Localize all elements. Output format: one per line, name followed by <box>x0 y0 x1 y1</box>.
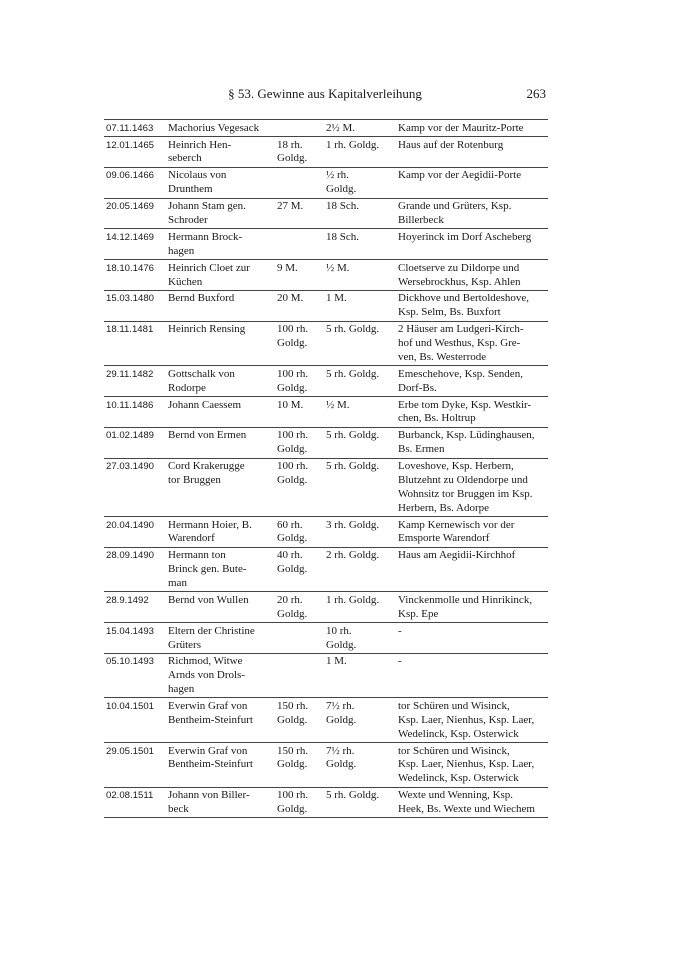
lender-cell: Nicolaus von Drunthem <box>168 169 227 196</box>
capital-cell: 100 rh. Goldg. <box>277 429 309 456</box>
pledge-cell: - <box>398 655 402 668</box>
date-cell: 10.04.1501 <box>106 701 155 713</box>
table-row <box>104 397 548 428</box>
pledge-cell: 2 Häuser am Ludgeri-Kirch- hof und Westhus, Ksp. Gre- ven, Bs. Westerrode <box>398 323 524 363</box>
date-cell: 05.10.1493 <box>106 656 155 668</box>
date-cell: 15.04.1493 <box>106 625 155 637</box>
interest-cell: 1 rh. Goldg. <box>326 593 380 606</box>
table-row <box>104 458 548 516</box>
table-row <box>104 547 548 592</box>
capital-cell: 100 rh. Goldg. <box>277 460 309 486</box>
table-row <box>104 167 548 198</box>
date-cell: 20.04.1490 <box>106 519 155 531</box>
table-row <box>104 366 548 397</box>
date-cell: 01.02.1489 <box>106 430 155 442</box>
interest-cell: ½ M. <box>326 261 350 274</box>
capital-cell: 60 rh. Goldg. <box>277 518 308 545</box>
table-row <box>104 120 548 137</box>
capital-cell <box>275 120 324 137</box>
date-cell: 09.06.1466 <box>106 170 155 182</box>
pledge-cell: Cloetserve zu Dildorpe und Wersebrockhus, Ksp. Ahlen <box>398 261 521 288</box>
lender-cell: Johann Stam gen. Schroder <box>168 200 246 226</box>
lender-cell: Johann Caessem <box>168 398 242 411</box>
pledge-cell: Kamp Kernewisch vor der Emsporte Warendorf <box>398 518 515 545</box>
lender-cell: Heinrich Cloet zur Küchen <box>168 261 250 288</box>
capital-cell: 150 rh. Goldg. <box>277 744 309 771</box>
date-cell: 28.09.1490 <box>106 550 155 562</box>
table-row <box>104 290 548 321</box>
pledge-cell: Burbanck, Ksp. Lüdinghausen, Bs. Ermen <box>398 429 535 456</box>
capital-cell <box>275 229 324 260</box>
pledge-cell: Dickhove und Bertoldeshove, Ksp. Selm, Bs. Buxfort <box>398 292 530 319</box>
date-cell: 02.08.1511 <box>106 790 154 802</box>
interest-cell: 18 Sch. <box>326 230 359 243</box>
date-cell: 28.9.1492 <box>106 594 149 606</box>
capital-cell: 27 M. <box>277 200 304 213</box>
lender-cell: Machorius Vegesack <box>168 121 260 134</box>
date-cell: 07.11.1463 <box>106 122 154 134</box>
loan-table <box>104 119 548 818</box>
lender-cell: Everwin Graf von Bentheim-Steinfurt <box>168 700 253 726</box>
lender-cell: Richmod, Witwe Arnds von Drols- hagen <box>168 655 245 696</box>
interest-cell: 18 Sch. <box>326 200 359 213</box>
pledge-cell: Haus am Aegidii-Kirchhof <box>398 549 516 562</box>
date-cell: 18.10.1476 <box>106 262 155 274</box>
lender-cell: Johann von Biller- beck <box>168 789 250 816</box>
pledge-cell: tor Schüren und Wisinck, Ksp. Laer, Nienhus, Ksp. Laer, Wedelinck, Ksp. Osterwick <box>398 700 535 740</box>
table-row <box>104 698 548 743</box>
interest-cell: 2 rh. Goldg. <box>326 549 380 562</box>
lender-cell: Cord Krakerugge tor Bruggen <box>168 460 245 486</box>
date-cell: 29.05.1501 <box>106 745 155 757</box>
date-cell: 18.11.1481 <box>106 324 154 336</box>
capital-cell: 18 rh. Goldg. <box>277 138 308 165</box>
pledge-cell: Grande und Grüters, Ksp. Billerbeck <box>398 200 512 226</box>
date-cell: 20.05.1469 <box>106 201 155 213</box>
pledge-cell: Kamp vor der Mauritz-Porte <box>398 121 524 134</box>
interest-cell: 5 rh. Goldg. <box>326 323 380 336</box>
lender-cell: Hermann ton Brinck gen. Bute- man <box>168 549 247 589</box>
interest-cell: 5 rh. Goldg. <box>326 789 380 802</box>
capital-cell: 10 M. <box>277 398 304 411</box>
page-number: 263 <box>526 86 546 101</box>
capital-cell <box>275 623 324 654</box>
table-row <box>104 321 548 366</box>
date-cell: 10.11.1486 <box>106 399 154 411</box>
pledge-cell: - <box>398 624 402 637</box>
lender-cell: Gottschalk von Rodorpe <box>168 367 235 394</box>
pledge-cell: Hoyerinck im Dorf Ascheberg <box>398 230 532 243</box>
capital-cell: 20 M. <box>277 292 304 305</box>
lender-cell: Bernd Buxford <box>168 292 235 305</box>
capital-cell: 100 rh. Goldg. <box>277 367 309 394</box>
interest-cell: ½ M. <box>326 398 350 411</box>
pledge-cell: Kamp vor der Aegidii-Porte <box>398 169 522 182</box>
lender-cell: Bernd von Wullen <box>168 593 249 606</box>
table-row <box>104 198 548 229</box>
interest-cell: 2½ M. <box>326 121 356 134</box>
capital-cell: 100 rh. Goldg. <box>277 789 309 816</box>
pledge-cell: Wexte und Wenning, Ksp. Heek, Bs. Wexte und Wiechem <box>398 789 535 816</box>
capital-cell: 150 rh. Goldg. <box>277 700 309 726</box>
lender-cell: Bernd von Ermen <box>168 429 247 442</box>
interest-cell: 3 rh. Goldg. <box>326 518 380 531</box>
lender-cell: Everwin Graf von Bentheim-Steinfurt <box>168 744 253 771</box>
interest-cell: 7½ rh. Goldg. <box>326 744 357 771</box>
table-row <box>104 427 548 458</box>
loan-table-body <box>104 120 548 818</box>
interest-cell: 1 rh. Goldg. <box>326 138 380 151</box>
pledge-cell: Erbe tom Dyke, Ksp. Westkir- chen, Bs. Holtrup <box>398 398 532 425</box>
pledge-cell: Vinckenmolle und Hinrikinck, Ksp. Epe <box>398 593 533 620</box>
date-cell: 12.01.1465 <box>106 139 155 151</box>
lender-cell: Hermann Hoier, B. Warendorf <box>168 518 252 545</box>
pledge-cell: Haus auf der Rotenburg <box>398 138 504 151</box>
pledge-cell: Emeschehove, Ksp. Senden, Dorf-Bs. <box>398 367 523 394</box>
capital-cell: 100 rh. Goldg. <box>277 323 309 350</box>
interest-cell: 5 rh. Goldg. <box>326 429 380 442</box>
pledge-cell: tor Schüren und Wisinck, Ksp. Laer, Nienhus, Ksp. Laer, Wedelinck, Ksp. Osterwick <box>398 744 535 785</box>
capital-cell: 40 rh. Goldg. <box>277 549 308 576</box>
interest-cell: 5 rh. Goldg. <box>326 460 380 473</box>
capital-cell <box>275 167 324 198</box>
page-header <box>104 86 546 104</box>
date-cell: 27.03.1490 <box>106 461 155 473</box>
lender-cell: Hermann Brock- hagen <box>168 230 243 257</box>
pledge-cell: Loveshove, Ksp. Herbern, Blutzehnt zu Oldendorpe und Wohnsitz tor Bruggen im Ksp. Herbern, Bs. Adorpe <box>398 460 533 514</box>
capital-cell <box>275 653 324 698</box>
date-cell: 14.12.1469 <box>106 231 155 243</box>
table-row <box>104 653 548 698</box>
capital-cell: 20 rh. Goldg. <box>277 593 308 620</box>
date-cell: 15.03.1480 <box>106 293 155 305</box>
table-row <box>104 516 548 547</box>
table-row <box>104 743 548 788</box>
table-row <box>104 260 548 291</box>
interest-cell: 10 rh. Goldg. <box>326 624 357 651</box>
interest-cell: 1 M. <box>326 292 347 305</box>
interest-cell: 1 M. <box>326 655 347 668</box>
table-row <box>104 623 548 654</box>
lender-cell: Heinrich Hen- seberch <box>168 138 232 165</box>
table-row <box>104 229 548 260</box>
capital-cell: 9 M. <box>277 261 298 274</box>
running-title: § 53. Gewinne aus Kapitalverleihung <box>228 86 422 101</box>
table-row <box>104 136 548 167</box>
interest-cell: ½ rh. Goldg. <box>326 169 357 196</box>
interest-cell: 7½ rh. Goldg. <box>326 700 357 726</box>
table-row <box>104 787 548 818</box>
lender-cell: Heinrich Rensing <box>168 323 246 336</box>
interest-cell: 5 rh. Goldg. <box>326 367 380 380</box>
lender-cell: Eltern der Christine Grüters <box>168 624 255 651</box>
date-cell: 29.11.1482 <box>106 368 154 380</box>
table-row <box>104 592 548 623</box>
